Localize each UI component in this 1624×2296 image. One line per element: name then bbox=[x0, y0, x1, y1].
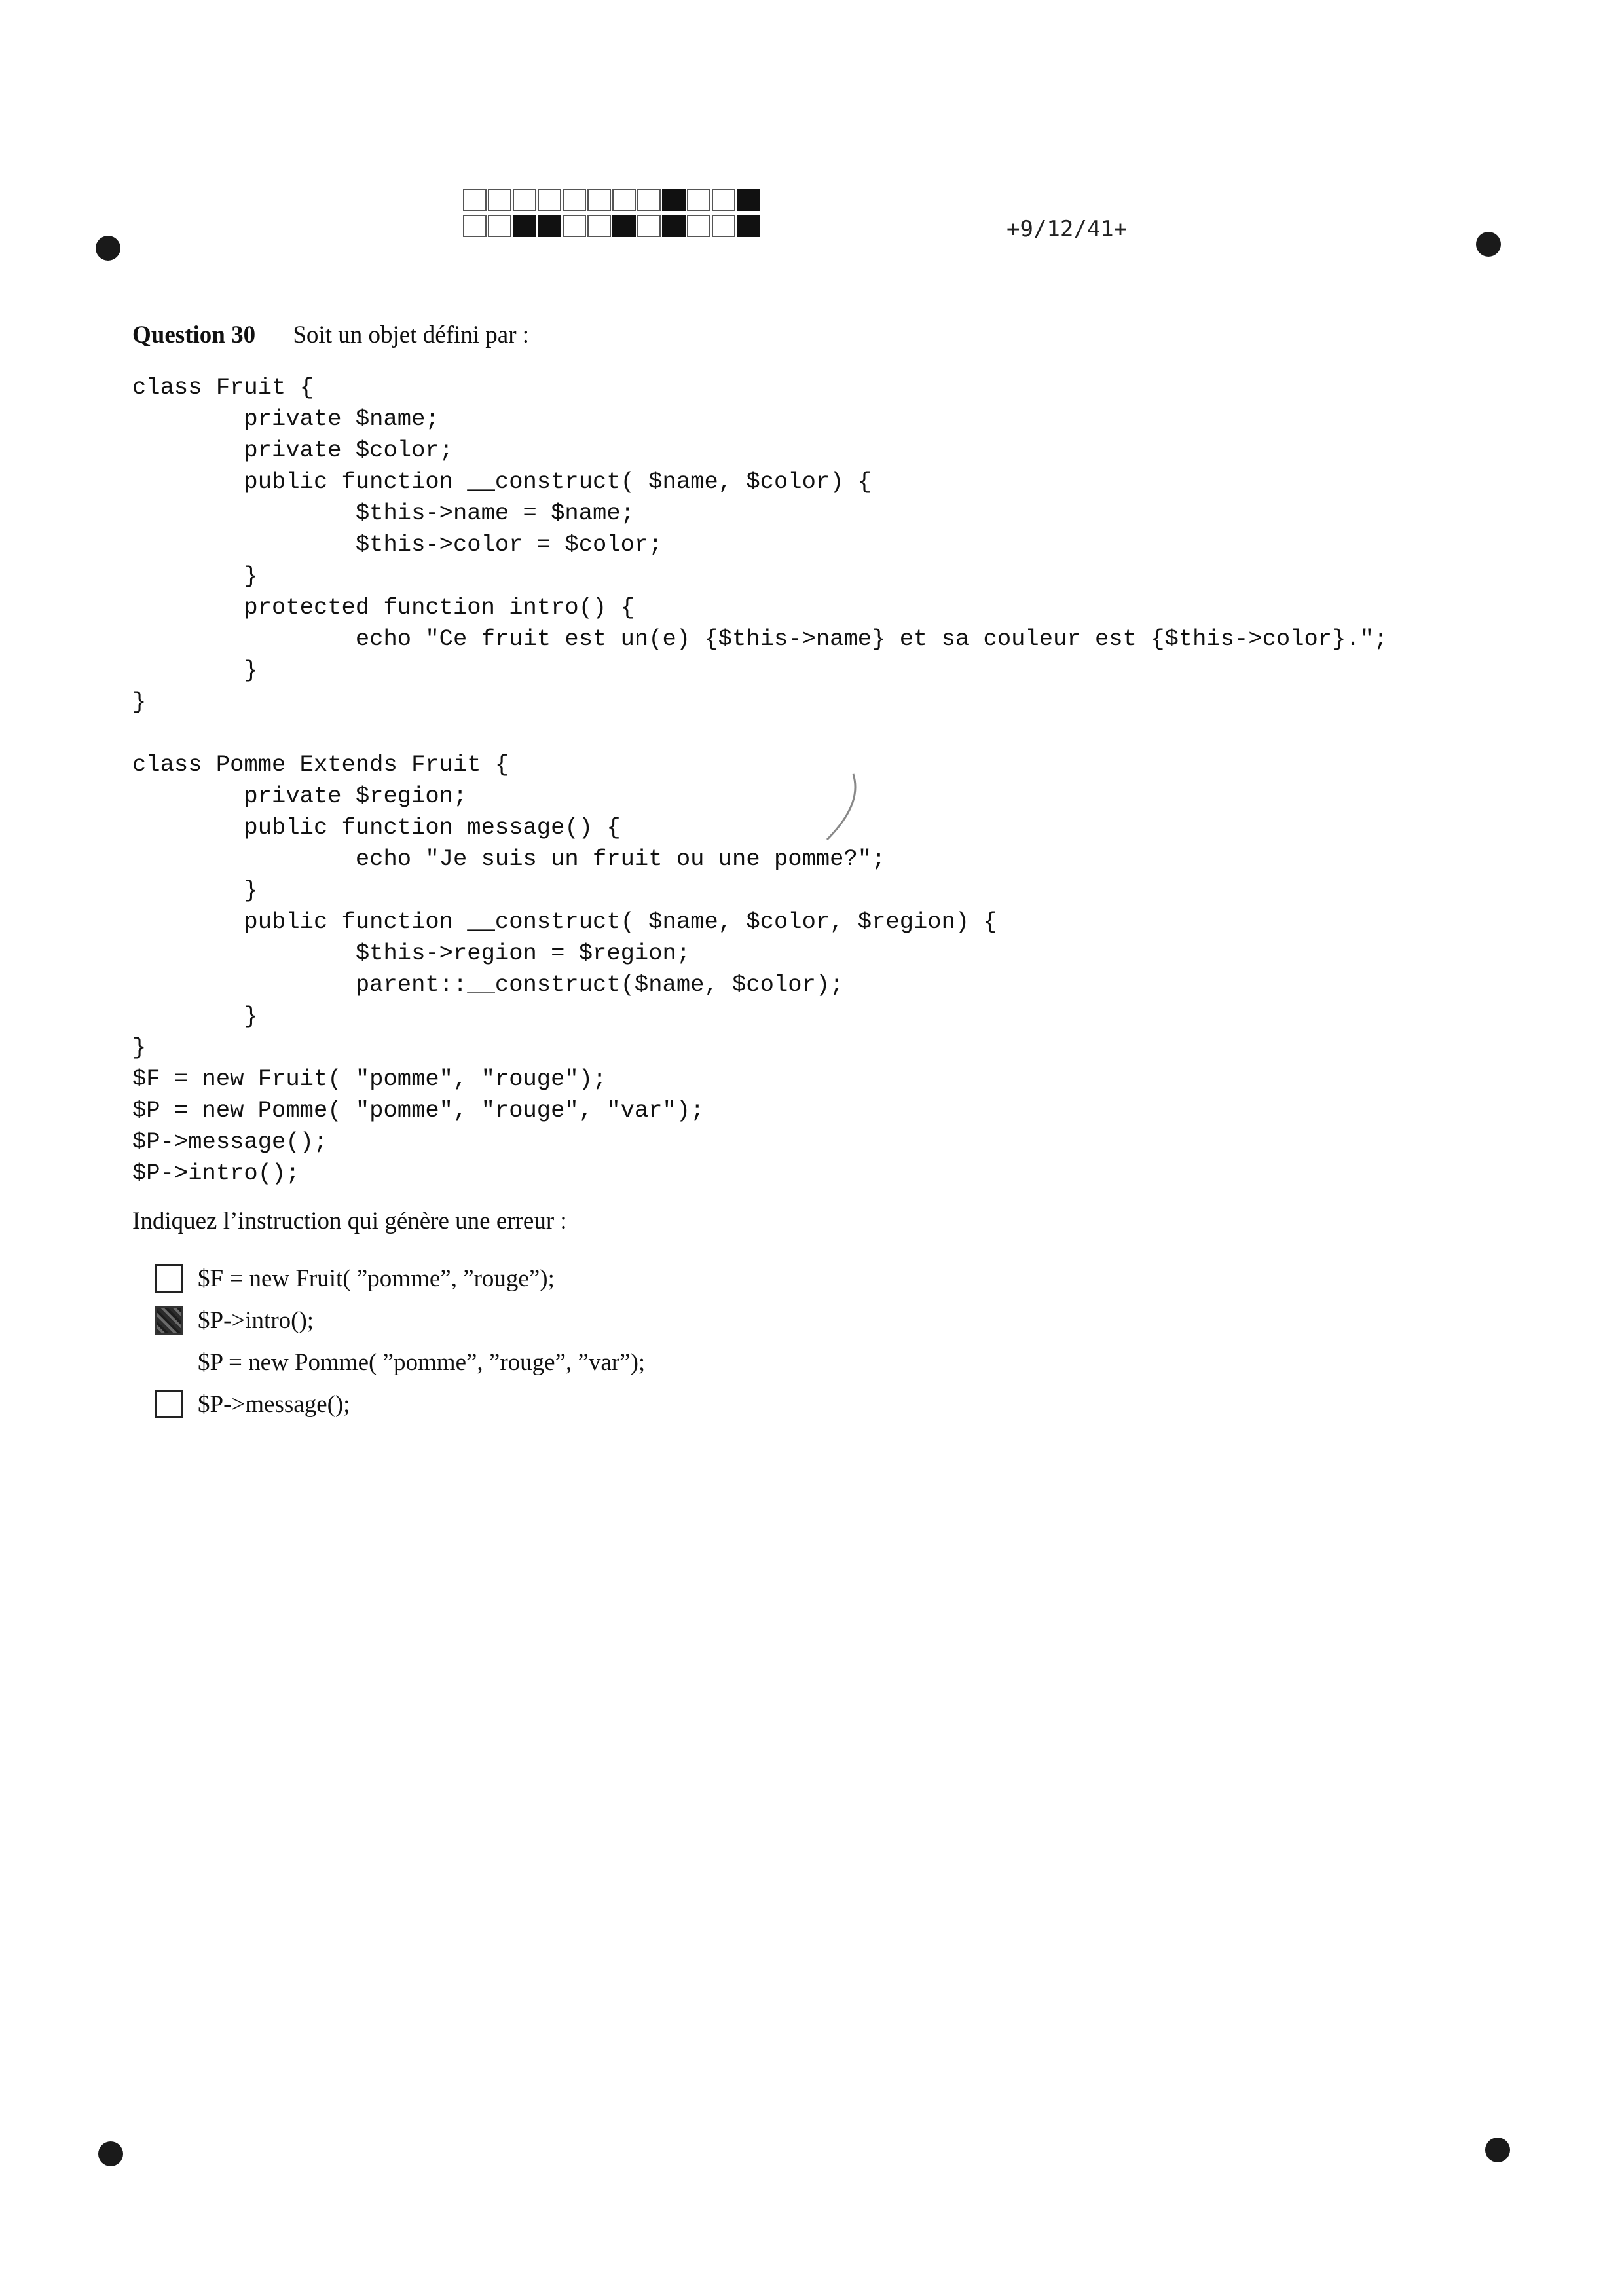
barcode-cell bbox=[737, 215, 760, 237]
question-header bbox=[132, 321, 529, 349]
checkbox[interactable] bbox=[155, 1306, 183, 1335]
barcode-cell bbox=[463, 215, 487, 237]
barcode-row bbox=[463, 189, 762, 211]
answer-choice-3[interactable] bbox=[155, 1341, 645, 1383]
barcode-cell bbox=[538, 189, 561, 211]
barcode-cell bbox=[687, 215, 710, 237]
page-barcode bbox=[463, 189, 762, 237]
answer-choice-4[interactable] bbox=[155, 1383, 645, 1425]
barcode-cell bbox=[463, 189, 487, 211]
barcode-cell bbox=[488, 215, 511, 237]
barcode-cell bbox=[563, 215, 586, 237]
answer-choices bbox=[155, 1257, 645, 1425]
barcode-cell bbox=[513, 189, 536, 211]
checkbox[interactable] bbox=[155, 1264, 183, 1293]
registration-dot-top-right bbox=[1476, 232, 1501, 257]
barcode-cell bbox=[538, 215, 561, 237]
code-block: class Fruit { private $name; private $color; public function __construct( $name, $color) { $this->name = $name; $this->color = $color; } protected function intro() { echo "Ce fruit est un(e) {$this->name} et sa couleur est {$this->color}."; } } class Pomme Extends Fruit { private $region; public function message() { echo "Je suis un fruit ou une pomme?"; } public function __construct( $name, $color, $region) { $this->region = $region; parent::__construct($name, $color); } } $F = new Fruit( "pomme", "rouge"); $P = new Pomme( "pomme", "rouge", "var"); $P->message(); $P->intro(); bbox=[132, 374, 1388, 1187]
registration-dot-bottom-right bbox=[1485, 2138, 1510, 2162]
barcode-cell bbox=[712, 215, 735, 237]
barcode-cell bbox=[712, 189, 735, 211]
barcode-cell bbox=[662, 215, 686, 237]
barcode-row bbox=[463, 215, 762, 237]
pen-stroke-mark bbox=[822, 771, 861, 843]
barcode-cell bbox=[637, 215, 661, 237]
barcode-cell bbox=[737, 189, 760, 211]
barcode-cell bbox=[687, 189, 710, 211]
page-id: +9/12/41+ bbox=[1006, 216, 1128, 242]
barcode-cell bbox=[563, 189, 586, 211]
checkbox[interactable] bbox=[155, 1348, 183, 1377]
choice-label: $P->intro(); bbox=[198, 1306, 314, 1334]
answer-choice-1[interactable] bbox=[155, 1257, 645, 1299]
barcode-cell bbox=[637, 189, 661, 211]
choice-label: $P = new Pomme( ”pomme”, ”rouge”, ”var”); bbox=[198, 1348, 646, 1376]
choice-label: $F = new Fruit( ”pomme”, ”rouge”); bbox=[198, 1265, 555, 1292]
barcode-cell bbox=[587, 215, 611, 237]
barcode-cell bbox=[488, 189, 511, 211]
choice-label: $P->message(); bbox=[198, 1390, 350, 1418]
checkbox[interactable] bbox=[155, 1390, 183, 1418]
question-number: Question 30 bbox=[132, 322, 256, 348]
registration-dot-bottom-left bbox=[98, 2141, 123, 2166]
barcode-cell bbox=[612, 215, 636, 237]
answer-choice-2[interactable] bbox=[155, 1299, 645, 1341]
barcode-cell bbox=[513, 215, 536, 237]
barcode-cell bbox=[662, 189, 686, 211]
question-intro: Soit un objet défini par : bbox=[293, 322, 530, 348]
registration-dot-top-left bbox=[96, 236, 120, 261]
barcode-cell bbox=[612, 189, 636, 211]
question-prompt: Indiquez l’instruction qui génère une erreur : bbox=[132, 1208, 567, 1234]
barcode-cell bbox=[587, 189, 611, 211]
